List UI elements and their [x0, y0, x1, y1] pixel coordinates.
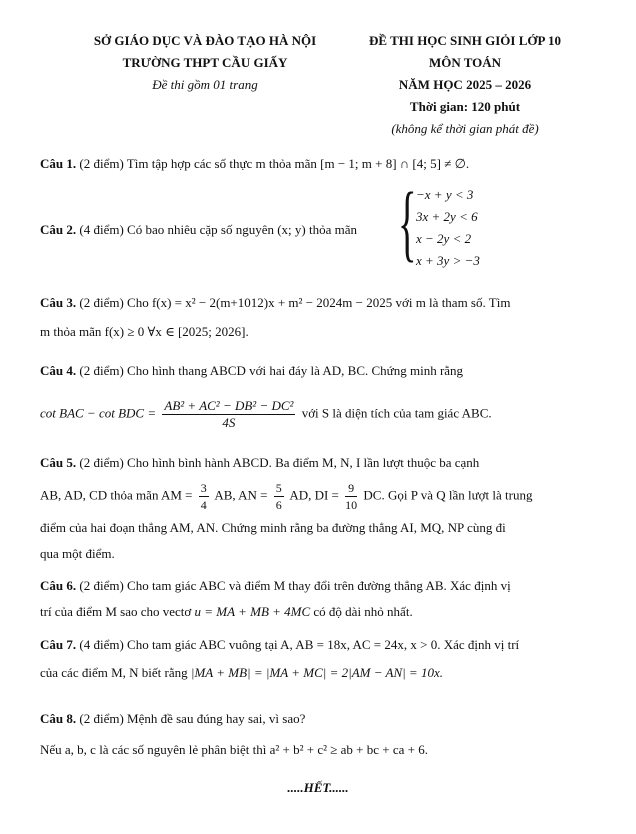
question-8-text-line1: (2 điểm) Mệnh đề sau đúng hay sai, vì sao?: [79, 711, 306, 726]
end-marker: .....HẾT......: [287, 780, 349, 795]
question-6: [40, 575, 595, 596]
fraction-nine-tenths: $\frac{9}{10}$: [345, 481, 358, 512]
q5-line2-start: AB, AD, CD thỏa mãn AM =: [40, 487, 193, 503]
q5-line2-mid1: AB, AN =: [214, 487, 268, 503]
question-4: [40, 360, 595, 381]
question-4-label: Câu 4.: [40, 363, 77, 378]
question-5-line4: qua một điểm.: [40, 546, 115, 561]
inequality-system: [398, 174, 508, 273]
formula-fraction: [162, 398, 295, 431]
vector-condition: |MA + MB| = |MA + MC| = 2|AM − AN| = 10x.: [190, 665, 443, 680]
formula-numerator: AB² + AC² − DB² − DC²: [164, 398, 294, 413]
question-2-label: Câu 2.: [40, 222, 77, 237]
formula-rest: với S là diện tích của tam giác ABC.: [301, 405, 492, 421]
question-1: [40, 153, 595, 174]
formula-lhs: cot BAC − cot BDC =: [40, 405, 157, 421]
vector-expression: u = MA + MB + 4MC: [194, 604, 311, 619]
question-5-text-line1: (2 điểm) Cho hình bình hành ABCD. Ba điểm M, N, I lần lượt thuộc ba cạnh: [79, 455, 480, 470]
system-row-3: x − 2y < 2: [416, 231, 472, 246]
question-6-text-line1: (2 điểm) Cho tam giác ABC và điểm M thay đổi trên đường thẳng AB. Xác định vị: [79, 578, 511, 593]
question-5: [40, 452, 595, 473]
question-1-text: (2 điểm) Tìm tập hợp các số thực m thỏa mãn [m − 1; m + 8] ∩ [4; 5] ≠ ∅.: [79, 156, 470, 171]
question-5-line2: [40, 480, 595, 513]
system-row-2: 3x + 2y < 6: [416, 209, 478, 224]
question-3: [40, 292, 595, 342]
department-name: SỞ GIÁO DỤC VÀ ĐÀO TẠO HÀ NỘI: [93, 33, 317, 48]
question-2-text: (4 điểm) Có bao nhiêu cặp số nguyên (x; y) thỏa mãn: [79, 222, 358, 237]
q5-line2-end: DC. Gọi P và Q lần lượt là trung: [363, 487, 533, 503]
formula-denominator: 4S: [222, 415, 236, 430]
exam-duration: Thời gian: 120 phút: [409, 99, 521, 114]
question-6-label: Câu 6.: [40, 578, 77, 593]
header-right: [330, 30, 600, 140]
question-3-text-line1: (2 điểm) Cho f(x) = x² − 2(m+1012)x + m² − 2024m − 2025 với m là tham số. Tìm: [79, 295, 511, 310]
question-7-label: Câu 7.: [40, 637, 77, 652]
header-left: [60, 30, 350, 96]
system-row-4: x + 3y > −3: [416, 253, 480, 268]
question-7-line2: [40, 662, 595, 683]
school-name: TRƯỜNG THPT CẦU GIẤY: [122, 55, 288, 70]
question-2: [40, 219, 595, 240]
question-7: [40, 634, 595, 655]
q6-line2-start: trí của điểm M sao cho vectơ: [40, 604, 192, 619]
question-3-text-line2: m thỏa mãn f(x) ≥ 0 ∀x ∈ [2025; 2026].: [40, 324, 249, 339]
q6-line2-end: có độ dài nhỏ nhất.: [313, 604, 413, 619]
q5-line2-mid2: AD, DI =: [289, 487, 339, 503]
question-4-text-line1: (2 điểm) Cho hình thang ABCD với hai đáy là AD, BC. Chứng minh rằng: [79, 363, 464, 378]
subject-name: MÔN TOÁN: [428, 55, 502, 70]
question-5-line3: điểm của hai đoạn thẳng AM, AN. Chứng minh rằng ba đường thẳng AI, MQ, NP cùng đi: [40, 520, 506, 535]
system-brace: {: [398, 174, 417, 270]
page-count-note: Đề thi gồm 01 trang: [152, 77, 258, 92]
question-3-label: Câu 3.: [40, 295, 77, 310]
question-6-line2: [40, 601, 595, 622]
fraction-three-quarters: $\frac{3}{4}$: [200, 481, 207, 512]
fraction-five-sixths: $\frac{5}{6}$: [275, 481, 282, 512]
question-7-text-line1: (4 điểm) Cho tam giác ABC vuông tại A, AB = 18x, AC = 24x, x > 0. Xác định vị trí: [79, 637, 520, 652]
question-1-label: Câu 1.: [40, 156, 77, 171]
question-8: [40, 708, 595, 729]
duration-note: (không kể thời gian phát đề): [391, 121, 539, 136]
question-5-label: Câu 5.: [40, 455, 77, 470]
school-year: NĂM HỌC 2025 – 2026: [398, 77, 532, 92]
q7-line2-start: của các điểm M, N biết rằng: [40, 665, 188, 680]
question-8-label: Câu 8.: [40, 711, 77, 726]
system-row-1: −x + y < 3: [416, 187, 474, 202]
question-8-line2: Nếu a, b, c là các số nguyên lẻ phân biệt thì a² + b² + c² ≥ ab + bc + ca + 6.: [40, 742, 428, 757]
exam-title: ĐỀ THI HỌC SINH GIỎI LỚP 10: [369, 33, 561, 48]
question-4-formula: [40, 398, 595, 431]
